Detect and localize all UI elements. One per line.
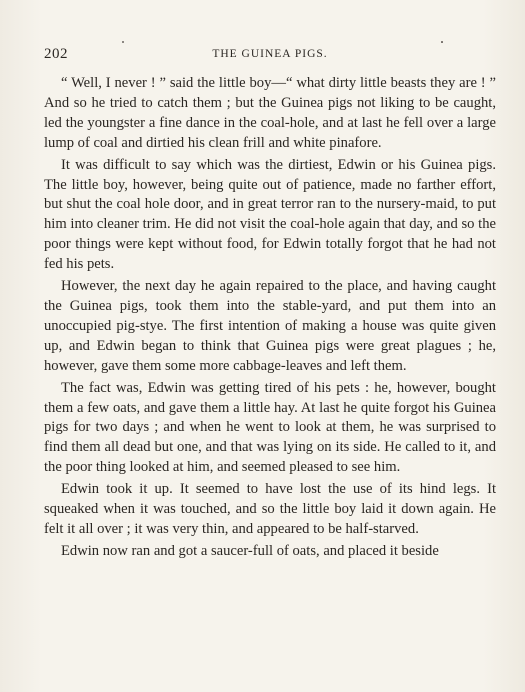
body-text xyxy=(44,74,496,562)
paragraph-3: However, the next day he again repaired to the place, and having caught the Guinea pigs, took them into the stable-yard, and put them into an unoccupied pig-stye. The first intention of making a house was quite given up, and Edwin began to think that Guinea pigs were great plagues ; he, however, gave them some more cabbage-leaves and left them. xyxy=(44,278,496,374)
paragraph-6: Edwin now ran and got a saucer-full of oats, and placed it beside xyxy=(61,542,439,559)
page-header xyxy=(44,46,496,64)
print-speck xyxy=(441,41,443,43)
paragraph-4: The fact was, Edwin was getting tired of his pets : he, however, bought them a few oats, and gave them a little hay. At last he quite forgot his Guinea pigs for two days ; and when he went to look at them, he was surprised to find them all dead but one, and that was lying on its side. He called to it, and the poor thing looked at him, and seemed pleased to see him. xyxy=(44,379,496,476)
paragraph-2: It was difficult to say which was the dirtiest, Edwin or his Guinea pigs. The little boy, however, being quite out of patience, made no farther effort, but shut the coal hole door, and in great terror ran to the nursery-maid, to put him into cleaner trim. He did not visit the coal-hole again that day, and so the poor things were kept without food, for Edwin totally forgot that he had not fed his pets. xyxy=(44,156,496,273)
print-speck xyxy=(122,41,124,43)
page-number: 202 xyxy=(44,46,68,62)
paragraph-1: “ Well, I never ! ” said the little boy—“ what dirty little beasts they are ! ” And so he tried to catch them ; but the Guinea pigs not liking to be caught, led the youngster a fine dance in the coal-hole, and at last he fell over a large lump of coal and dirtied his clean frill and white pinafore. xyxy=(44,75,496,151)
running-title: THE GUINEA PIGS. xyxy=(212,48,328,60)
paragraph-5: Edwin took it up. It seemed to have lost the use of its hind legs. It squeaked when it was touched, and so the little boy laid it down again. He felt it all over ; it was very thin, and appeared to be half-starved. xyxy=(44,481,496,537)
